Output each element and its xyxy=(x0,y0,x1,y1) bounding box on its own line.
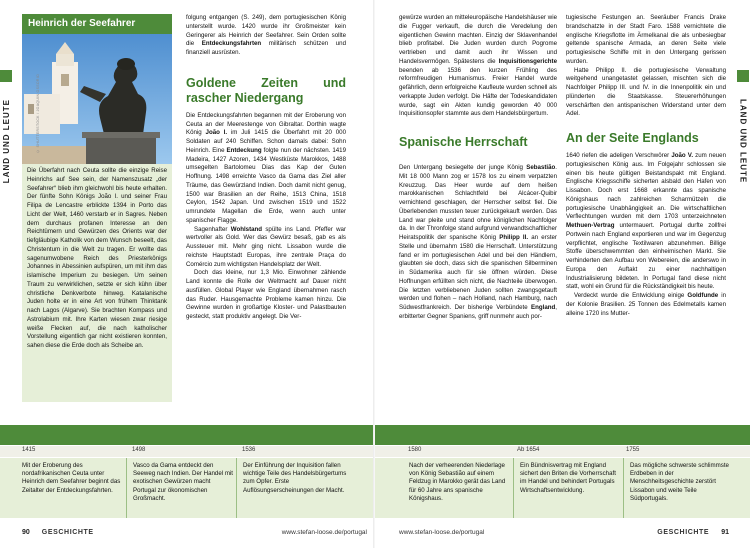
text-run: zum neuen portugiesischen König aus. Im Folgejahr schlossen sie einen bis heute gültigen Beistandspakt mit England. Englische Kriegsschiffe sicherten alsbald den Hafen von Lissabon. Doch erst 1668 erkannte das spanische Königshaus nach zahlreichen Scharmützeln die portugiesische Unabhängigkeit an. Die wirtschaftlichen Verflechtungen wurden mit dem 1703 unterzeichneten xyxy=(566,152,727,221)
paragraph xyxy=(186,226,346,270)
info-box-text: Die Überfahrt nach Ceuta sollte die einzige Reise Heinrichs auf See sein, der Namenszusatz „der Seefahrer“ blieb ihm gleichwohl bis heute erhalten. Der fünfte Sohn Königs João I. und seiner Frau Filipa de Lencastre erblickte 1394 in Porto das Licht der Welt, 1460 verstarb er in Sagres. Neben dem durchaus profanen Interesse an den Reichtümern und Gewürzen des Orients war der tiefgläubige Katholik von dem Wunsch beseelt, das Christentum in die Welt zu tragen. Er wollte das sagenumwobene Reich des Priesterkönigs Johannes in Abessinien aufspüren, um mit ihm das islamische Imperium zu besiegen. Um seinen Traum zu verwirklichen, setzte er sich kühn über christliche Denkverbote hinweg. Katalanische Juden holte er in eine Art von frühem Thinktank nach Lagos (Algarve). Sie brachten Kompass und Astrolabium mit. Ihre Karten wiesen zwar riesige weiße Flecken auf, die nach katholischer Vorstellung eigentlich gar nicht existieren konnten, sahen diese die Erde doch als Scheibe an. xyxy=(27,167,167,349)
text-run: an erster Stelle und übernahm 1580 die Herrschaft. Unterstützung fand er im portugiesischen Adel und bei den Händlern, glaubten sie doch, dass sich die spanischen Silberminen in Südamerika auch für sie öffnen würden. Diese Hoffnungen erfüllten sich nicht, die Nachteile überwogen. Die letzten verbliebenen Juden sollten zwangsgetauft werden und flohen – nach Holland, nach Hamburg, nach Südwestfrankreich. Der bisherige Verbündete xyxy=(399,234,557,311)
photo-credit: © SHUTTERSTOCK / JOAQUIN OSSORIO xyxy=(36,74,40,153)
timeline-entry: Der Einführung der Inquisition fallen wichtige Teile des Handelsbürgertums zum Opfer. Erste Auflösungserscheinungen der Macht. xyxy=(236,458,356,518)
bold-term: Methuen-Vertrag xyxy=(566,222,615,229)
text-run: Den Untergang besiegelte der junge König xyxy=(399,164,527,171)
timeline-years xyxy=(375,446,750,457)
timeline-right xyxy=(375,425,750,520)
monument-statue-icon xyxy=(22,34,172,164)
text-run: militärisch schützen und finanziell ausrüsten. xyxy=(186,40,346,56)
left-column-2 xyxy=(186,14,346,322)
timeline-entry: Ein Bündnisvertrag mit England sichert den Briten die Vorherrschaft im Handel und behindert Portugals Wirtschaftsentwicklung. xyxy=(513,458,623,518)
side-tab-right xyxy=(737,70,749,192)
text-run: . Mit 18 000 Mann zog er 1578 los zu einem verpatzten Kreuzzug. Das Heer wurde auf dem heißen marokkanischen Schlachtfeld bei Alcácer-Quibir vernichtend geschlagen, der Herrscher selbst fiel. Die Überlebenden mussten teuer zurückgekauft werden. Das Land war pleite und stand ohne königlichen Nachfolger da. In der Thronfolge stand aufgrund verwandtschaftlicher Heiratspolitik der spanische König xyxy=(399,164,557,241)
bold-term: Entdeckung xyxy=(226,146,262,154)
side-tab-label: LAND UND LEUTE xyxy=(1,98,11,184)
bold-term: Philipp II. xyxy=(499,234,529,241)
section-heading: Goldene Zeiten und rascher Niedergang xyxy=(186,75,346,105)
side-tab-left xyxy=(0,70,12,192)
bold-term: Inquisitionsgerichte xyxy=(498,57,557,65)
info-box-heinrich xyxy=(22,14,172,402)
bold-term: Wohlstand xyxy=(230,225,263,233)
footer-url-link[interactable]: www.stefan-loose.de/portugal xyxy=(399,529,485,536)
timeline-bar xyxy=(0,425,375,445)
side-tab-marker xyxy=(0,70,12,82)
bold-term: Goldfunde xyxy=(687,292,719,299)
timeline-body xyxy=(375,458,750,518)
text-run: in der Kolonie Brasilien. 25 Tonnen des Edelmetalls kamen alleine 1720 ins Mutter- xyxy=(566,292,726,317)
timeline-left xyxy=(0,425,375,520)
footer-section: GESCHICHTE xyxy=(41,529,94,536)
text-run: , erbitterter Gegner Spaniens, griff nunmehr auch por- xyxy=(399,304,557,320)
text-run: folgte nun der nächsten. 1419 Madeira, 1427 Azoren, 1434 Westküste Marokkos, 1488 umsegelten Bartolomeu Dias das Kap der Guten Hoffnung. 1498 erreichte Vasco da Gama das Ziel aller Träume, das Gewürzland Indien. Doch damit nicht genug, 1500 war Brasilien an der Reihe, 1513 China, 1518 Ceylon, 1542 Japan. Und zwischen 1519 und 1522 umrundete Magellan die Erde, wenn auch unter spanischer Flagge. xyxy=(186,146,347,224)
timeline-year: 1536 xyxy=(242,447,256,453)
monument-photo xyxy=(22,34,172,164)
right-page xyxy=(375,0,750,548)
footer-left xyxy=(22,529,367,536)
side-tab-marker xyxy=(737,70,749,82)
bold-term: Entdeckungsfahrten xyxy=(201,40,262,48)
side-tab-label: LAND UND LEUTE xyxy=(738,98,748,184)
text-run: gewürze wurden an mitteleuropäische Handelshäuser wie die Fugger verkauft, die durch die Veredelung den eigentlichen Gewinn machten. Einzig der Sklavenhandel blieb profitabel. Die Juden wurden durch Pogrome vertrieben und damit auch ihr Wissen und Handelsvermögen. Spätestens die xyxy=(399,14,557,65)
right-column-1 xyxy=(399,14,557,322)
bold-term: England xyxy=(531,304,556,311)
text-run: Die Entdeckungsfahrten begannen mit der Eroberung von Ceuta an der Meerestenge von Gibraltar. Dorthin wagte König xyxy=(186,111,346,137)
info-box-title: Heinrich der Seefahrer xyxy=(22,14,172,34)
text-run: Sagenhafter xyxy=(194,225,231,233)
timeline-year: 1755 xyxy=(626,447,640,453)
text-run: spülte ins Land. Pfeffer war wertvoller als Gold. Wer das Gewürz besaß, gab es als Aussteuer mit. Mehr ging nicht. Lissabon wurde die reichste Hauptstadt Europas, ihre zentrale Praça do Comércio zum wichtigsten Handelsplatz der Welt. xyxy=(186,225,346,268)
section-heading: Spanische Herrschaft xyxy=(399,135,528,149)
section-heading: An der Seite Englands xyxy=(566,131,699,145)
bold-term: João V. xyxy=(671,152,694,159)
timeline-year: 1580 xyxy=(408,447,422,453)
paragraph: Doch das kleine, nur 1,3 Mio. Einwohner zählende Land konnte die Rolle der Weltmacht auf Dauer nicht ausfüllen. Global Player wie England übernahmen rasch das Ruder. Hausgemachte Probleme kamen hinzu. Die Gewinne wurden in großartige Kloster- und Palastbauten gesteckt, statt produktiv angelegt. Die Ver- xyxy=(186,269,346,320)
page-number: 91 xyxy=(721,529,729,536)
timeline-year: 1415 xyxy=(22,447,36,453)
timeline-entry: Mit der Eroberung des nordafrikanischen Ceuta unter Heinrich dem Seefahrer beginnt das Zeitalter der Entdeckungsfahrten. xyxy=(22,462,121,494)
timeline-entry: Das mögliche schwerste schlimmste Erdbeben in der Menschheitsgeschichte zerstört Lissabon und weite Teile Südportugals. xyxy=(623,458,735,518)
paragraph xyxy=(399,164,557,322)
page-number: 90 xyxy=(22,529,30,536)
right-column-2 xyxy=(566,14,726,318)
bold-term: Sebastião xyxy=(526,164,556,171)
timeline-entry: Vasco da Gama entdeckt den Seeweg nach Indien. Der Handel mit exotischen Gewürzen macht Portugal zur ökonomischen Großmacht. xyxy=(126,458,236,518)
footer-right xyxy=(399,529,729,536)
timeline-year: Ab 1654 xyxy=(517,447,540,453)
timeline-bar xyxy=(375,425,750,445)
footer-section: GESCHICHTE xyxy=(657,529,710,536)
paragraph: Hatte Philipp II. die portugiesische Verwaltung weitgehend unangetastet gelassen, mischten sich die Nachfolger Philipp III. und IV. in die Innenpolitik ein und plünderten die Staatskasse. Steuererhöhungen verschärften den antispanischen Widerstand unter dem Adel. xyxy=(566,66,726,118)
bold-term: João I. xyxy=(205,129,228,137)
text-run: folgung entgangen (S. 249), dem portugiesischen König unterstellt wurde. 1420 wurde ihr Großmeister kein Geringerer als Heinrich der Seefahrer. Sein Orden sollte die xyxy=(186,14,346,48)
paragraph xyxy=(186,14,346,58)
paragraph: tugiesische Festungen an. Seeräuber Francis Drake brandschatzte in der Stadt Faro. 1588 vernichtete die englische Kriegsflotte im Ärmelkanal die als unbesiegbar geltende spanische Armada, an deren Seite viele portugiesische Schiffe mit in den Untergang gerissen wurden. xyxy=(566,14,726,65)
timeline-year: 1498 xyxy=(132,447,146,453)
text-run: im Juli 1415 die Überfahrt mit 20 000 Soldaten auf 240 Schiffen. Schon damals dabei: Sohn Heinrich. Eine xyxy=(186,129,346,154)
text-run: beenden ab 1536 den kurzen Frühling des reformfreudigen Humanismus. Freier Handel wurde gefährlich, denn erfolgreiche Kaufleute wurden schnell als verkappte Juden verfolgt. Die Häfte der Todeskandidaten wurde, sagt ein Akten kundig geworden 40 000 Inquisitionsopfer stammte aus dem Handelsbürgertum. xyxy=(399,66,557,118)
timeline-entry: Nach der verheerenden Niederlage von König Sebastião auf einem Feldzug in Marokko gerät das Land für 60 Jahre ans spanische Königshaus. xyxy=(409,462,506,502)
paragraph xyxy=(186,112,346,226)
text-run: 1640 riefen die adeligen Verschwörer xyxy=(566,152,672,159)
paragraph xyxy=(566,152,726,292)
paragraph xyxy=(566,292,726,318)
paragraph xyxy=(399,14,557,119)
text-run: Verdeckt wurde die Entwicklung einige xyxy=(574,292,688,299)
timeline-body xyxy=(0,458,375,518)
text-run: untermauert. Portugal durfte zollfrei Portwein nach England exportieren und war im Gegenzug verpflichtet, englische Textilwaren abzunehmen. Billige Stoffe überschwemmten den einheimischen Markt. Sie verhinderten den Aufbau von Webereien, die anderswo in Europa den Auftakt zu einer nachhaltigen Industrialisierung bildeten. In Portugal fand diese nicht statt, wohl ein Grund für die Rückständigkeit bis heute. xyxy=(566,222,726,291)
timeline-years xyxy=(0,446,375,457)
footer-url-link[interactable]: www.stefan-loose.de/portugal xyxy=(281,529,367,536)
